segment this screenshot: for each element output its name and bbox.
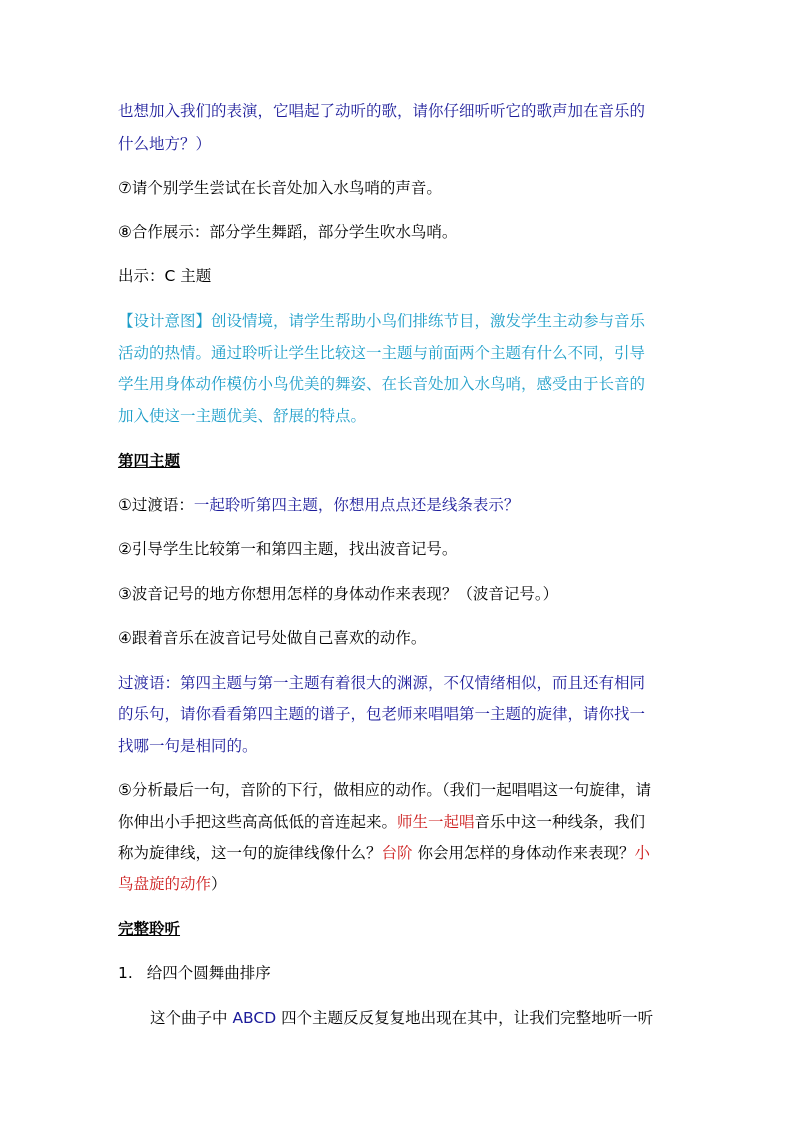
item-5-line [118, 874, 227, 894]
item-5-text: 你会用怎样的身体动作来表现？ [412, 844, 635, 862]
design-intent-line: 【设计意图】创设情境，请学生帮助小鸟们排练节目，激发学生主动参与音乐 [118, 312, 646, 330]
section-heading-theme4: 第四主题 [118, 452, 181, 470]
numbered-list-item [118, 963, 271, 983]
item-5-highlight: 小 [634, 844, 650, 862]
item-5-highlight: 师生一起唱 [397, 813, 475, 831]
list-number: 1. [118, 964, 133, 982]
transition-line: 过渡语：第四主题与第一主题有着很大的渊源，不仅情绪相似，而且还有相同 [118, 674, 646, 692]
item-1-prefix: ①过渡语： [118, 496, 194, 514]
item-5-line: ⑤分析最后一句，音阶的下行，做相应的动作。（我们一起唱唱这一句旋律，请 [118, 781, 652, 799]
item-5-text: 你伸出小手把这些高高低低的音连起来。 [118, 813, 398, 831]
design-intent-line: 加入使这一主题优美、舒展的特点。 [118, 407, 367, 425]
final-text: 这个曲子中 [150, 1009, 233, 1027]
final-text: 四个主题反反复复地出现在其中，让我们完整地听一听 [276, 1009, 654, 1027]
item-5-highlight: 鸟盘旋的动作 [118, 875, 212, 893]
paragraph-line: 也想加入我们的表演，它唱起了动听的歌，请你仔细听听它的歌声加在音乐的 [118, 102, 646, 120]
section-heading-full-listening: 完整聆听 [118, 920, 181, 938]
list-text: 给四个圆舞曲排序 [146, 964, 271, 982]
abcd-label: ABCD [232, 1009, 277, 1027]
item-5-highlight: 台阶 [381, 844, 413, 862]
item-5-text: ） [211, 875, 227, 893]
item-2: ②引导学生比较第一和第四主题，找出波音记号。 [118, 540, 458, 558]
item-3: ③波音记号的地方你想用怎样的身体动作来表现？（波音记号。） [118, 585, 559, 603]
step-8: ⑧合作展示：部分学生舞蹈，部分学生吹水鸟哨。 [118, 223, 458, 241]
paragraph-line: 什么地方？） [118, 135, 212, 153]
item-5-text: 称为旋律线，这一句的旋律线像什么？ [118, 844, 382, 862]
show-c-theme: 出示：C 主题 [118, 267, 212, 285]
item-1-text: 一起聆听第四主题，你想用点点还是线条表示？ [193, 496, 520, 514]
item-5-text: 音乐中这一种线条，我们 [474, 813, 646, 831]
design-intent-line: 学生用身体动作模仿小鸟优美的舞姿、在长音处加入水鸟哨，感受由于长音的 [118, 375, 646, 393]
item-4: ④跟着音乐在波音记号处做自己喜欢的动作。 [118, 629, 427, 647]
item-5-line [118, 843, 650, 863]
item-1 [118, 495, 519, 515]
final-paragraph-line [150, 1008, 653, 1028]
design-intent-line: 活动的热情。通过聆听让学生比较这一主题与前面两个主题有什么不同，引导 [118, 344, 646, 362]
transition-line: 找哪一句是相同的。 [118, 737, 258, 755]
item-5-line [118, 812, 645, 832]
step-7: ⑦请个别学生尝试在长音处加入水鸟哨的声音。 [118, 179, 442, 197]
transition-line: 的乐句，请你看看第四主题的谱子，包老师来唱唱第一主题的旋律，请你找一 [118, 705, 646, 723]
